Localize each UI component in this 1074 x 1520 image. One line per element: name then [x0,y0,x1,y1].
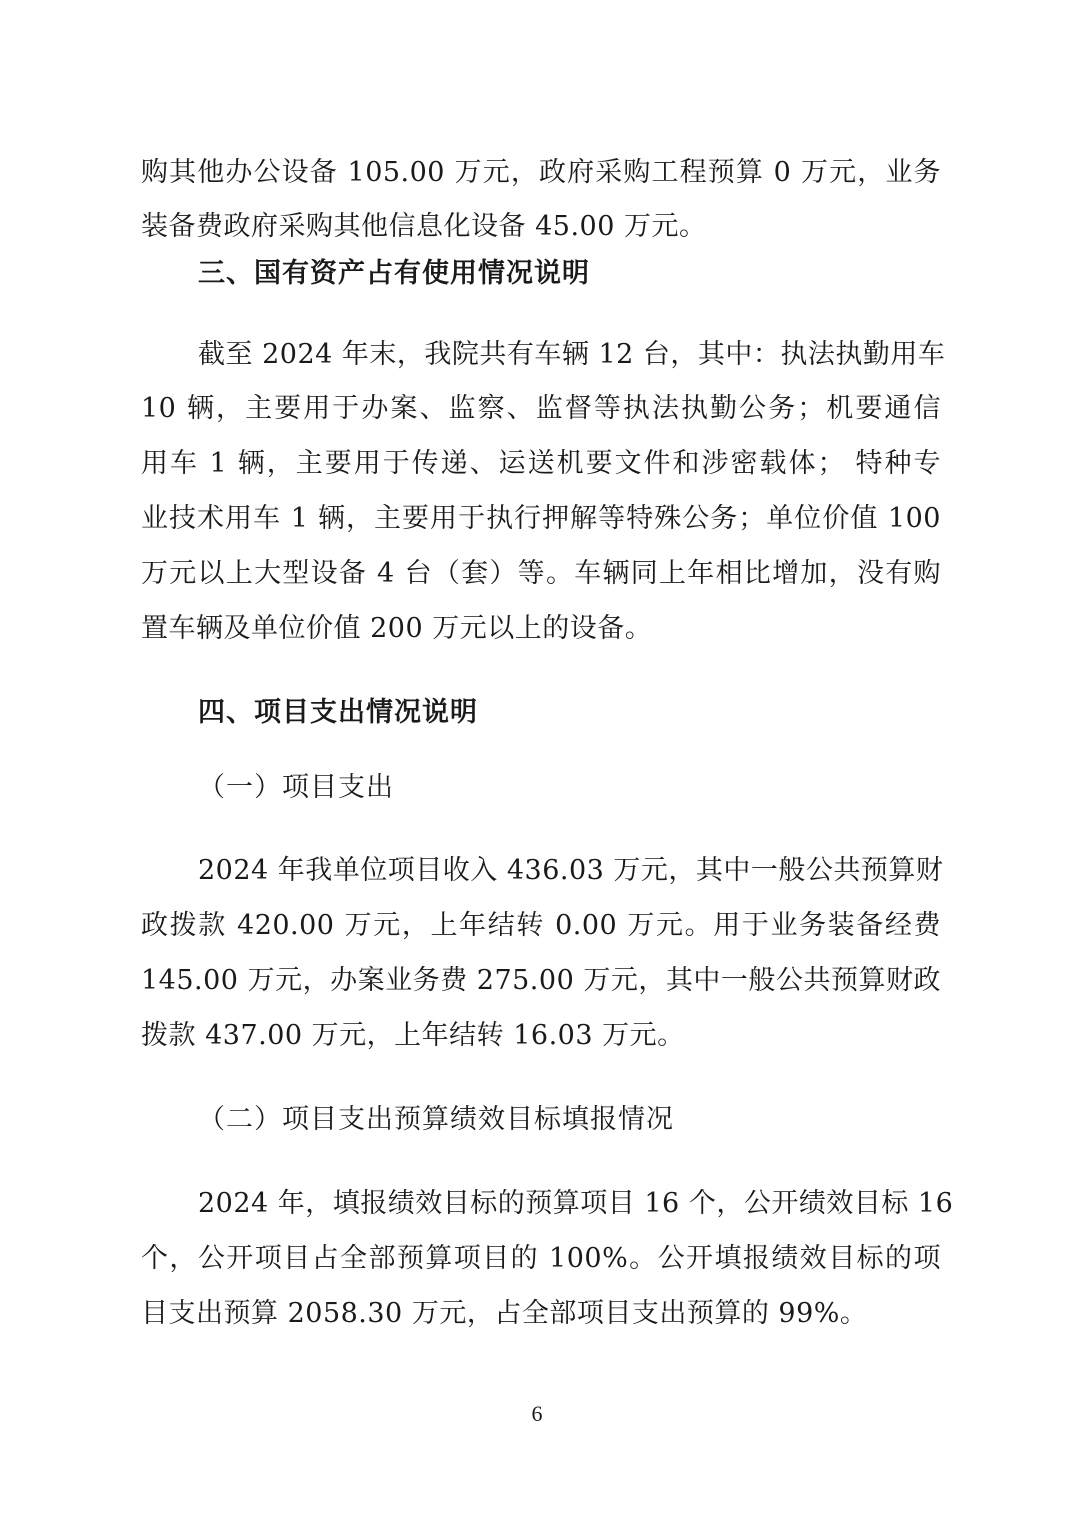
paragraph-line: 政拨款 420.00 万元，上年结转 0.00 万元。用于业务装备经费 [141,910,941,941]
paragraph-line: 个，公开项目占全部预算项目的 100%。公开填报绩效目标的项 [141,1243,941,1274]
section-heading-4: 四、项目支出情况说明 [198,697,478,728]
paragraph-line: 2024 年我单位项目收入 436.03 万元，其中一般公共预算财 [198,855,944,886]
paragraph-line: 截至 2024 年末，我院共有车辆 12 台，其中：执法执勤用车 [198,339,946,370]
paragraph-line: 购其他办公设备 105.00 万元，政府采购工程预算 0 万元，业务 [141,157,941,188]
paragraph-line: 2024 年，填报绩效目标的预算项目 16 个，公开绩效目标 16 [198,1188,954,1219]
paragraph-line: 145.00 万元，办案业务费 275.00 万元，其中一般公共预算财政 [141,965,941,996]
paragraph-line: 业技术用车 1 辆，主要用于执行押解等特殊公务；单位价值 100 [141,503,941,534]
section-heading-3: 三、国有资产占有使用情况说明 [198,258,590,289]
paragraph-line: 用车 1 辆，主要用于传递、运送机要文件和涉密载体； 特种专 [141,448,941,479]
subsection-heading-2: （二）项目支出预算绩效目标填报情况 [198,1104,674,1135]
paragraph-line: 10 辆，主要用于办案、监察、监督等执法执勤公务；机要通信 [141,393,941,424]
paragraph-line: 目支出预算 2058.30 万元，占全部项目支出预算的 99%。 [141,1298,868,1329]
paragraph-line: 拨款 437.00 万元，上年结转 16.03 万元。 [141,1020,685,1051]
paragraph-line: 置车辆及单位价值 200 万元以上的设备。 [141,613,653,644]
paragraph-line: 装备费政府采购其他信息化设备 45.00 万元。 [141,211,707,242]
paragraph-line: 万元以上大型设备 4 台（套）等。车辆同上年相比增加，没有购 [141,558,941,589]
subsection-heading-1: （一）项目支出 [198,772,394,803]
page-number: 6 [531,1401,543,1426]
